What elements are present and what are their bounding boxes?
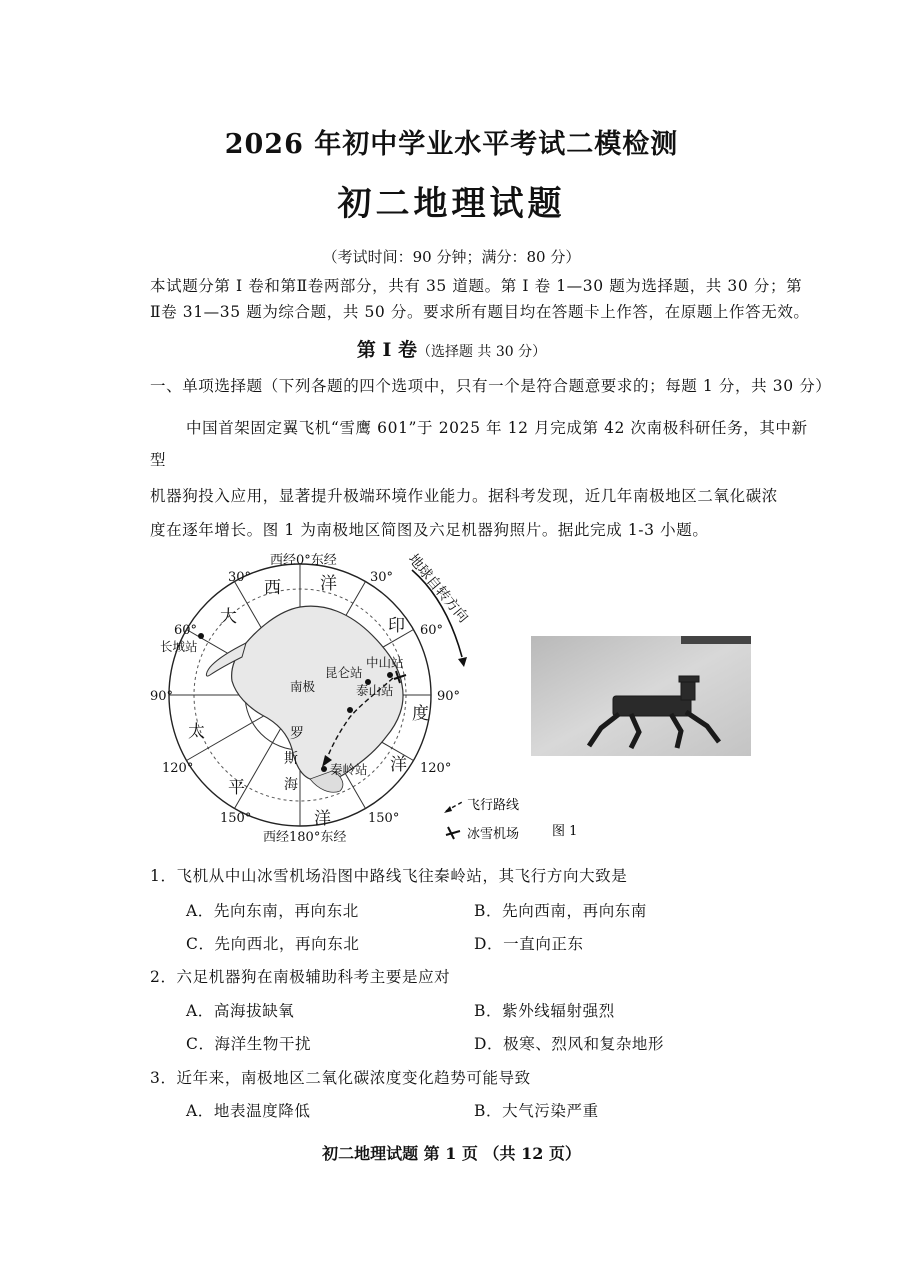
ocean-char-da: 大 <box>220 607 237 627</box>
intro-line-2: Ⅱ卷 31—35 题为综合题，共 50 分。要求所有题目均在答题卡上作答，在原题上作答无效。 <box>150 303 810 321</box>
ocean-char-ping: 平 <box>228 778 245 798</box>
ocean-char-yang-right: 洋 <box>390 755 407 775</box>
question-3-stem: 3．近年来，南极地区二氧化碳浓度变化趋势可能导致 <box>150 1069 531 1087</box>
question-1-stem: 1．飞机从中山冰雪机场沿图中路线飞往秦岭站，其飞行方向大致是 <box>150 867 628 885</box>
ocean-char-yang-top: 洋 <box>320 574 337 594</box>
passage-line-4: 度在逐年增长。图 1 为南极地区简图及六足机器狗照片。据此完成 1-3 小题。 <box>150 521 709 539</box>
passage-line-1: 中国首架固定翼飞机“雪鹰 601”于 2025 年 12 月完成第 42 次南极科研任务，其中新 <box>186 419 808 437</box>
question-2-option-d: D．极寒、烈风和复杂地形 <box>474 1035 665 1053</box>
zhongshan-station-label: 中山站 <box>366 655 404 670</box>
south-pole-label: 南极 <box>290 679 316 694</box>
degree-w60: 60° <box>174 623 198 638</box>
robot-dog-photo <box>531 636 751 756</box>
legend-flight-label: 飞行路线 <box>467 798 520 813</box>
rotation-arrowhead <box>458 657 467 667</box>
qinling-station-label: 秦岭站 <box>330 762 368 777</box>
passage-line-2: 型 <box>150 451 167 469</box>
question-2-option-b: B．紫外线辐射强烈 <box>474 1002 615 1020</box>
degree-w150: 150° <box>220 811 252 826</box>
section-instruction: 一、单项选择题（下列各题的四个选项中，只有一个是符合题意要求的；每题 1 分，共 30 分） <box>150 377 832 395</box>
question-1-option-a: A．先向东南，再向东北 <box>186 902 359 920</box>
background-structure <box>681 636 751 644</box>
changcheng-station-dot <box>198 633 204 639</box>
section-heading <box>0 335 903 362</box>
question-2-option-c: C．海洋生物干扰 <box>186 1035 312 1053</box>
question-1-option-c: C．先向西北，再向东北 <box>186 935 360 953</box>
ocean-char-yang-bottom: 洋 <box>314 809 331 829</box>
question-3-option-b: B．大气污染严重 <box>474 1102 599 1120</box>
ocean-char-yin: 印 <box>388 616 405 636</box>
question-1-option-d: D．一直向正东 <box>474 935 584 953</box>
degree-w90: 90° <box>150 689 174 704</box>
paper-title: 初二地理试题 <box>337 184 566 224</box>
question-3-option-a: A．地表温度降低 <box>186 1102 311 1120</box>
ocean-char-si: 斯 <box>284 751 298 767</box>
passage-line-3: 机器狗投入应用，显著提升极端环境作业能力。据科考发现，近几年南极地区二氧化碳浓 <box>150 487 778 505</box>
question-2-stem: 2．六足机器狗在南极辅助科考主要是应对 <box>150 968 451 986</box>
taishan-station-dot <box>347 707 353 713</box>
ocean-char-du: 度 <box>412 704 429 724</box>
question-2-option-a: A．高海拔缺氧 <box>186 1002 295 1020</box>
ocean-char-xi: 西 <box>264 578 281 598</box>
degree-e150: 150° <box>368 811 400 826</box>
qinling-station-dot <box>321 766 327 772</box>
rotation-label <box>405 551 472 626</box>
section-title: 第 I 卷 <box>356 339 417 361</box>
changcheng-station-label: 长城站 <box>160 639 198 654</box>
legend-airport-label: 冰雪机场 <box>467 827 520 842</box>
taishan-station-label: 泰山站 <box>356 683 394 698</box>
exam-title: 2026 年初中学业水平考试二模检测 <box>224 129 679 160</box>
svg-text:地球自转方向: 地球自转方向 <box>404 551 472 626</box>
ocean-char-hai: 海 <box>284 777 298 793</box>
degree-e60: 60° <box>420 623 444 638</box>
intro-line-1: 本试题分第 I 卷和第Ⅱ卷两部分，共有 35 道题。第 I 卷 1—30 题为选择题，共 30 分；第 <box>150 277 803 295</box>
page-footer: 初二地理试题 第 1 页 （共 12 页） <box>322 1144 581 1163</box>
legend-airport-icon <box>446 827 460 839</box>
degree-e120: 120° <box>420 761 452 776</box>
ocean-char-tai: 太 <box>188 722 205 742</box>
figure-label: 图 1 <box>552 824 578 839</box>
question-1-option-b: B．先向西南，再向东南 <box>474 902 647 920</box>
degree-ne30: 30° <box>370 570 394 585</box>
kunlun-station-label: 昆仑站 <box>325 665 363 680</box>
bottom-meridian-label: 西经180°东经 <box>263 830 347 845</box>
time-info: （考试时间：90 分钟；满分：80 分） <box>322 248 581 266</box>
top-meridian-label: 西经0°东经 <box>270 553 337 568</box>
degree-e90: 90° <box>437 689 461 704</box>
section-note: （选择题 共 30 分） <box>416 344 547 360</box>
zhongshan-station-dot <box>387 672 393 678</box>
legend-flight-arrowhead <box>444 806 452 813</box>
degree-w120: 120° <box>162 761 194 776</box>
degree-nw30: 30° <box>228 570 252 585</box>
ocean-char-luo: 罗 <box>290 726 304 742</box>
